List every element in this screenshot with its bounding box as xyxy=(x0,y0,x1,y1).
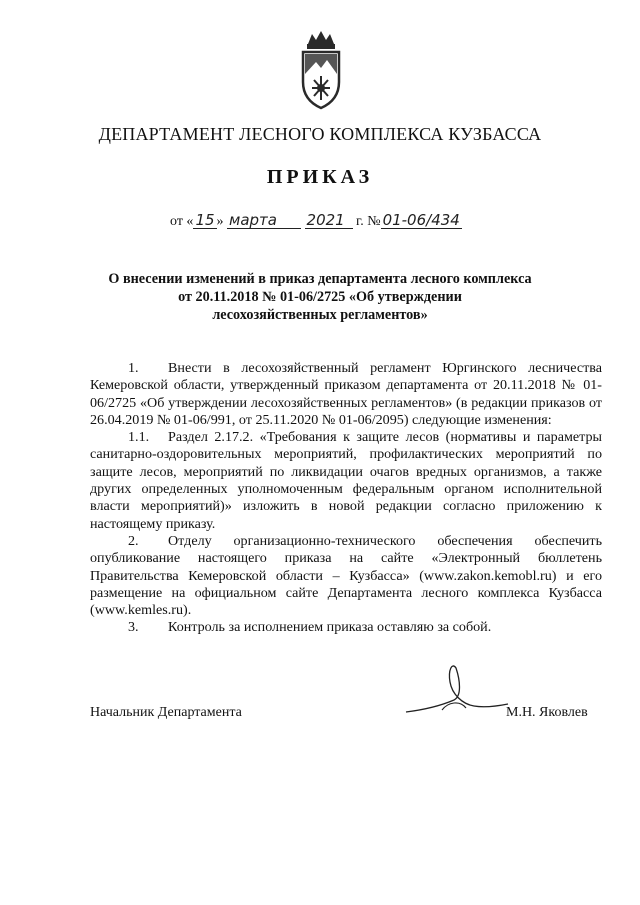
order-date-line xyxy=(170,213,462,230)
date-year-suffix: г. xyxy=(356,214,364,229)
date-prefix: от « xyxy=(170,214,194,229)
order-number-label: № xyxy=(367,214,381,229)
document-type-title: ПРИКАЗ xyxy=(266,166,374,188)
order-number: 01-06/434 xyxy=(382,211,460,229)
department-name: ДЕПАРТАМЕНТ ЛЕСНОГО КОМПЛЕКСА КУЗБАССА xyxy=(98,124,542,144)
signatory-position: Начальник Департамента xyxy=(90,705,242,720)
subject-line-2: от 20.11.2018 № 01-06/2725 «Об утверждении xyxy=(178,289,462,305)
signatory-name: М.Н. Яковлев xyxy=(506,705,588,720)
order-item xyxy=(90,533,602,619)
order-item xyxy=(90,360,602,429)
handwritten-signature xyxy=(402,660,512,720)
item-number: 3. xyxy=(128,619,139,636)
item-text: Контроль за исполнением приказа оставляю за собой. xyxy=(168,619,492,636)
coat-of-arms-emblem xyxy=(298,30,344,112)
item-number: 1.1. xyxy=(128,429,150,446)
date-quote-close: » xyxy=(216,214,224,229)
order-subject xyxy=(60,270,580,324)
order-item xyxy=(90,429,602,533)
item-text: Раздел 2.17.2. «Требования к защите лесов (нормативы и параметры санитарно-оздоровительных мероприятий, профилактических мероприятий по защите лесов, мероприятий по ликвидации очагов вредных организмов, а также других определенных уполномоченным федеральным органом исполнительной власти мероприятий)» изложить в новой редакции согласно приложению к настоящему приказу. xyxy=(90,429,602,532)
subject-line-3: лесохозяйственных регламентов» xyxy=(212,307,428,323)
order-body xyxy=(90,360,602,637)
subject-line-1: О внесении изменений в приказ департамента лесного комплекса xyxy=(108,271,532,287)
item-text: Отделу организационно-технического обеспечения обеспечить опубликование настоящего приказа на сайте «Электронный бюллетень Правительства Кемеровской области – Кузбасса» (www.zakon.kemobl.ru) и его размещение на официальном сайте Департамента лесного комплекса Кузбасса (www.kemles.ru). xyxy=(90,532,602,619)
order-item xyxy=(90,619,602,636)
item-number: 2. xyxy=(128,532,139,549)
date-month: марта xyxy=(227,213,301,229)
item-number: 1. xyxy=(128,360,139,376)
date-day: 15 xyxy=(195,211,215,229)
date-year: 2021 xyxy=(305,213,353,229)
item-text: Внести в лесохозяйственный регламент Юргинского лесничества Кемеровской области, утвержденный приказом департамента от 20.11.2018 № 01-06/2725 «Об утверждении лесохозяйственных регламентов» (в редакции приказов от 26.04.2019 № 01-06/991, от 25.11.2020 № 01-06/2095) следующие изменения: xyxy=(90,360,602,428)
